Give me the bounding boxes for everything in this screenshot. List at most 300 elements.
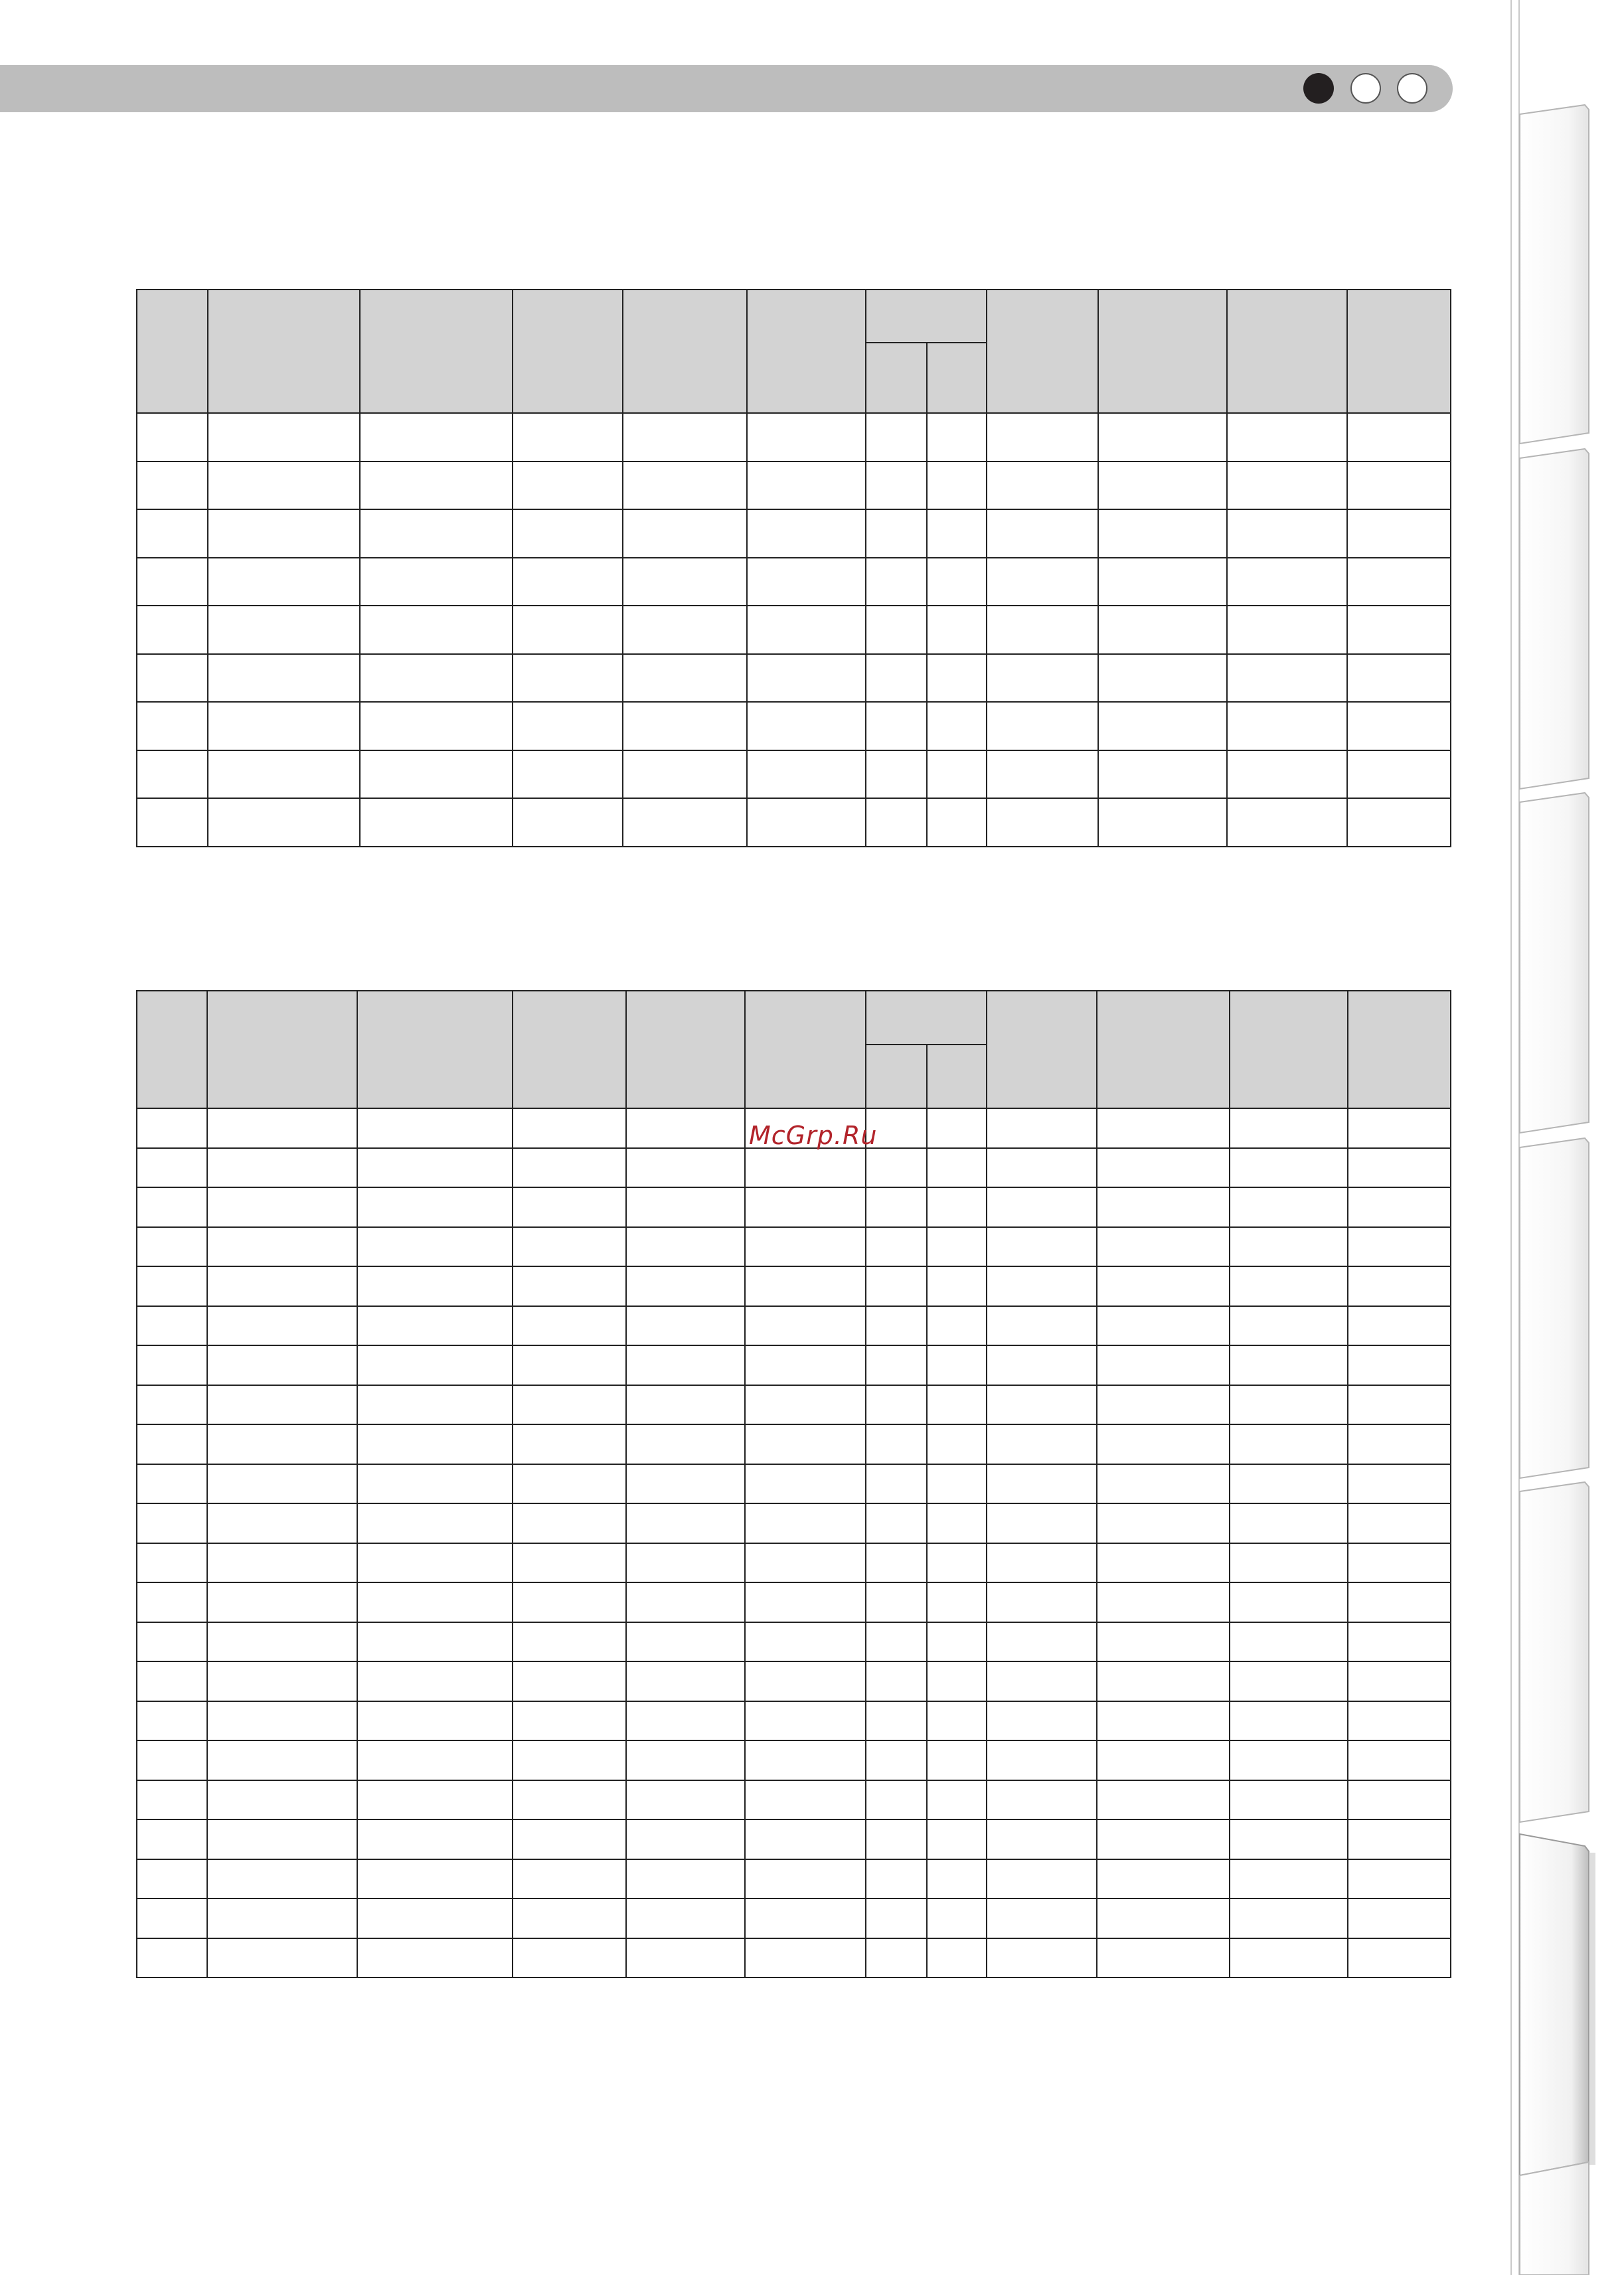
table-cell <box>866 1306 927 1346</box>
page-dot-empty-icon <box>1397 73 1427 104</box>
table-cell <box>1097 1819 1230 1859</box>
table-cell <box>1347 654 1451 703</box>
table-cell <box>626 1938 745 1978</box>
table-cell <box>1227 558 1347 606</box>
table-cell <box>1348 1424 1451 1464</box>
table-cell <box>513 1108 626 1148</box>
page-dot-filled-icon <box>1303 73 1334 104</box>
table-cell <box>1348 1582 1451 1622</box>
table-cell <box>207 1661 357 1701</box>
table-cell <box>987 654 1098 703</box>
table-cell <box>513 1148 626 1188</box>
table-cell <box>1230 1622 1348 1662</box>
table-cell <box>1230 1424 1348 1464</box>
table-cell <box>137 1622 207 1662</box>
header-cell <box>623 290 747 413</box>
table-cell <box>866 1819 927 1859</box>
table-cell <box>1348 1503 1451 1543</box>
table-cell <box>866 1859 927 1899</box>
table-cell <box>357 1622 513 1662</box>
table-cell <box>1347 606 1451 654</box>
header-cell <box>207 991 357 1108</box>
table-cell <box>513 462 623 510</box>
table-cell <box>866 1582 927 1622</box>
table-cell <box>745 1780 866 1820</box>
table-cell <box>513 1622 626 1662</box>
header-cell <box>513 290 623 413</box>
table-cell <box>1097 1582 1230 1622</box>
table-cell <box>1230 1938 1348 1978</box>
table-cell <box>927 1266 987 1306</box>
table-cell <box>137 1385 207 1425</box>
table-cell <box>1227 798 1347 847</box>
table-cell <box>513 1187 626 1227</box>
table-cell <box>513 1740 626 1780</box>
table-cell <box>1098 509 1227 558</box>
table-cell <box>1347 462 1451 510</box>
table-row <box>137 1424 1451 1464</box>
table-cell <box>357 1148 513 1188</box>
table-cell <box>747 750 866 799</box>
table-row <box>137 1266 1451 1306</box>
table-cell <box>360 606 513 654</box>
table-cell <box>1227 413 1347 462</box>
table-cell <box>987 1503 1097 1543</box>
side-tab-strip <box>1510 0 1624 2275</box>
table-cell <box>137 1424 207 1464</box>
table-cell <box>866 1424 927 1464</box>
table-cell <box>207 1187 357 1227</box>
table-cell <box>745 1582 866 1622</box>
table-cell <box>1227 750 1347 799</box>
table-cell <box>626 1148 745 1188</box>
table-cell <box>626 1780 745 1820</box>
table-cell <box>137 1898 207 1938</box>
table-cell <box>866 1938 927 1978</box>
table-cell <box>987 1543 1097 1583</box>
table-cell <box>927 1938 987 1978</box>
table-cell <box>626 1740 745 1780</box>
header-subcell <box>866 343 927 413</box>
table-cell <box>747 558 866 606</box>
table-cell <box>927 1464 987 1504</box>
table-cell <box>360 702 513 750</box>
table-cell <box>513 1266 626 1306</box>
table-cell <box>357 1938 513 1978</box>
table-cell <box>745 1898 866 1938</box>
table-cell <box>623 509 747 558</box>
header-cell <box>1098 290 1227 413</box>
table-cell <box>1230 1187 1348 1227</box>
table-cell <box>626 1898 745 1938</box>
header-group-cell <box>866 290 987 343</box>
table-cell <box>1098 558 1227 606</box>
table-cell <box>513 1859 626 1899</box>
spec-table-top <box>136 289 1451 847</box>
table-cell <box>137 1582 207 1622</box>
table-cell <box>987 1187 1097 1227</box>
table-cell <box>626 1819 745 1859</box>
table-cell <box>1230 1582 1348 1622</box>
table-cell <box>1347 413 1451 462</box>
table-cell <box>1098 413 1227 462</box>
table-cell <box>1097 1266 1230 1306</box>
table-cell <box>1097 1306 1230 1346</box>
table-cell <box>987 750 1098 799</box>
table-cell <box>745 1464 866 1504</box>
table-cell <box>1097 1464 1230 1504</box>
table-cell <box>1097 1148 1230 1188</box>
table-cell <box>987 509 1098 558</box>
table-cell <box>137 606 208 654</box>
table-cell <box>360 413 513 462</box>
table-cell <box>513 1780 626 1820</box>
table-cell <box>207 1543 357 1583</box>
table-cell <box>626 1187 745 1227</box>
table-cell <box>866 413 927 462</box>
table-cell <box>626 1582 745 1622</box>
table-cell <box>866 798 927 847</box>
table-cell <box>927 1780 987 1820</box>
header-subcell <box>927 1045 987 1108</box>
table-cell <box>866 1622 927 1662</box>
header-cell <box>1097 991 1230 1108</box>
table-cell <box>1227 606 1347 654</box>
header-subcell <box>927 343 987 413</box>
table-cell <box>745 1266 866 1306</box>
header-subcell <box>866 1045 927 1108</box>
table-cell <box>1230 1306 1348 1346</box>
table-cell <box>1348 1938 1451 1978</box>
table-cell <box>137 1740 207 1780</box>
table-cell <box>1230 1464 1348 1504</box>
table-cell <box>1348 1148 1451 1188</box>
table-cell <box>1230 1503 1348 1543</box>
table-cell <box>137 1266 207 1306</box>
table-cell <box>927 1424 987 1464</box>
table-cell <box>137 702 208 750</box>
table-cell <box>745 1424 866 1464</box>
table-cell <box>208 750 360 799</box>
table-cell <box>513 1385 626 1425</box>
table-cell <box>987 1148 1097 1188</box>
table-cell <box>1097 1503 1230 1543</box>
table-cell <box>987 462 1098 510</box>
table-cell <box>207 1464 357 1504</box>
table-cell <box>357 1227 513 1267</box>
table-cell <box>1097 1622 1230 1662</box>
table-cell <box>357 1464 513 1504</box>
table-cell <box>1097 1938 1230 1978</box>
header-cell <box>137 991 207 1108</box>
table-cell <box>1347 702 1451 750</box>
table-cell <box>513 750 623 799</box>
table-cell <box>1227 509 1347 558</box>
table-cell <box>1098 798 1227 847</box>
table-cell <box>1348 1701 1451 1741</box>
table-cell <box>1230 1780 1348 1820</box>
table-cell <box>626 1543 745 1583</box>
table-cell <box>1098 750 1227 799</box>
header-cell <box>513 991 626 1108</box>
table-cell <box>357 1780 513 1820</box>
table-cell <box>927 606 987 654</box>
table-cell <box>137 1108 207 1148</box>
table-cell <box>207 1345 357 1385</box>
table-cell <box>987 1227 1097 1267</box>
table-cell <box>513 1661 626 1701</box>
table-row <box>137 750 1451 799</box>
table-cell <box>513 1227 626 1267</box>
table-cell <box>1348 1385 1451 1425</box>
side-tabs-graphic <box>1510 0 1624 2275</box>
table-cell <box>987 1108 1097 1148</box>
header-cell <box>1348 991 1451 1108</box>
table-cell <box>207 1859 357 1899</box>
table-cell <box>208 462 360 510</box>
table-row <box>137 1661 1451 1701</box>
table-row <box>137 1622 1451 1662</box>
table-cell <box>745 1819 866 1859</box>
table-cell <box>1348 1740 1451 1780</box>
table-cell <box>927 1385 987 1425</box>
table-cell <box>1098 702 1227 750</box>
table-cell <box>745 1227 866 1267</box>
table-cell <box>513 1819 626 1859</box>
table-cell <box>745 1701 866 1741</box>
table-cell <box>1230 1661 1348 1701</box>
table-cell <box>987 606 1098 654</box>
table-cell <box>987 1740 1097 1780</box>
table-cell <box>137 1227 207 1267</box>
table-cell <box>623 702 747 750</box>
table-cell <box>513 798 623 847</box>
table-cell <box>357 1859 513 1899</box>
table-row <box>137 1345 1451 1385</box>
table-cell <box>927 462 987 510</box>
table-cell <box>1348 1187 1451 1227</box>
table-cell <box>208 413 360 462</box>
header-cell <box>1227 290 1347 413</box>
table-cell <box>207 1622 357 1662</box>
table-cell <box>208 654 360 703</box>
table-cell <box>357 1108 513 1148</box>
table-cell <box>513 1424 626 1464</box>
table-row <box>137 1819 1451 1859</box>
table-cell <box>207 1819 357 1859</box>
table-cell <box>745 1345 866 1385</box>
table-cell <box>866 654 927 703</box>
table-cell <box>137 413 208 462</box>
table-cell <box>357 1543 513 1583</box>
table-cell <box>207 1780 357 1820</box>
table-cell <box>927 702 987 750</box>
table-cell <box>745 1187 866 1227</box>
table-cell <box>927 413 987 462</box>
table-cell <box>987 1938 1097 1978</box>
table-cell <box>866 702 927 750</box>
table-cell <box>360 558 513 606</box>
table-cell <box>1097 1345 1230 1385</box>
table-cell <box>1230 1266 1348 1306</box>
table-cell <box>745 1622 866 1662</box>
table-cell <box>1230 1701 1348 1741</box>
table-cell <box>623 413 747 462</box>
table-cell <box>987 413 1098 462</box>
header-cell <box>626 991 745 1108</box>
table-cell <box>357 1661 513 1701</box>
table-cell <box>208 702 360 750</box>
table-cell <box>1097 1187 1230 1227</box>
table-cell <box>623 654 747 703</box>
table-cell <box>1230 1385 1348 1425</box>
table-cell <box>866 750 927 799</box>
table-cell <box>1348 1661 1451 1701</box>
table-cell <box>987 702 1098 750</box>
table-cell <box>866 1503 927 1543</box>
table-cell <box>1227 702 1347 750</box>
side-tab <box>1520 793 1589 1133</box>
table-cell <box>866 1187 927 1227</box>
table-cell <box>1347 750 1451 799</box>
watermark-text: McGrp.Ru <box>749 1121 878 1150</box>
table-cell <box>1348 1780 1451 1820</box>
table-cell <box>513 702 623 750</box>
table-cell <box>866 1740 927 1780</box>
table-cell <box>1227 654 1347 703</box>
table-cell <box>927 798 987 847</box>
table-cell <box>745 1148 866 1188</box>
table-row <box>137 606 1451 654</box>
table-row <box>137 798 1451 847</box>
table-row <box>137 1859 1451 1899</box>
table-cell <box>866 1148 927 1188</box>
table-cell <box>987 1622 1097 1662</box>
table-cell <box>1230 1819 1348 1859</box>
table-cell <box>1348 1345 1451 1385</box>
table-cell <box>626 1266 745 1306</box>
table-cell <box>1348 1227 1451 1267</box>
table-cell <box>626 1227 745 1267</box>
table-cell <box>927 1187 987 1227</box>
table-cell <box>987 1819 1097 1859</box>
table-cell <box>513 1464 626 1504</box>
table-cell <box>1097 1108 1230 1148</box>
table-cell <box>866 1385 927 1425</box>
table-row <box>137 1701 1451 1741</box>
table-cell <box>1098 654 1227 703</box>
table-cell <box>207 1148 357 1188</box>
table-cell <box>137 1780 207 1820</box>
table-cell <box>207 1385 357 1425</box>
table-row <box>137 654 1451 703</box>
table-cell <box>1097 1385 1230 1425</box>
table-cell <box>360 750 513 799</box>
table-cell <box>987 1780 1097 1820</box>
header-cell <box>360 290 513 413</box>
table-cell <box>513 509 623 558</box>
table-cell <box>745 1859 866 1899</box>
table-cell <box>927 1859 987 1899</box>
table-cell <box>866 1266 927 1306</box>
table-cell <box>137 1187 207 1227</box>
table-cell <box>987 1424 1097 1464</box>
table-cell <box>747 413 866 462</box>
table-cell <box>927 654 987 703</box>
table-cell <box>137 1859 207 1899</box>
table-cell <box>137 1306 207 1346</box>
header-bar <box>0 65 1453 112</box>
table-cell <box>626 1424 745 1464</box>
table-cell <box>866 1701 927 1741</box>
table-cell <box>626 1701 745 1741</box>
table-cell <box>987 1661 1097 1701</box>
table-cell <box>1348 1306 1451 1346</box>
table-cell <box>1097 1543 1230 1583</box>
table-cell <box>747 798 866 847</box>
table-cell <box>137 462 208 510</box>
table-cell <box>137 1701 207 1741</box>
table-cell <box>866 1464 927 1504</box>
table-cell <box>747 654 866 703</box>
table-cell <box>1348 1266 1451 1306</box>
table-cell <box>927 1543 987 1583</box>
table-cell <box>745 1661 866 1701</box>
table-cell <box>1230 1898 1348 1938</box>
table-cell <box>513 1582 626 1622</box>
table-cell <box>927 1148 987 1188</box>
table-row <box>137 1503 1451 1543</box>
table-cell <box>927 1345 987 1385</box>
table-cell <box>137 1819 207 1859</box>
table-cell <box>623 558 747 606</box>
table-cell <box>360 798 513 847</box>
table-cell <box>626 1108 745 1148</box>
side-tab <box>1520 2162 1589 2275</box>
table-cell <box>207 1898 357 1938</box>
table-cell <box>745 1938 866 1978</box>
header-cell <box>1230 991 1348 1108</box>
table-cell <box>1347 509 1451 558</box>
table-cell <box>360 462 513 510</box>
table-cell <box>513 1503 626 1543</box>
table-cell <box>1348 1543 1451 1583</box>
table-cell <box>207 1701 357 1741</box>
table-cell <box>360 654 513 703</box>
table-row <box>137 413 1451 462</box>
table-cell <box>1097 1859 1230 1899</box>
table-cell <box>626 1503 745 1543</box>
header-cell <box>745 991 866 1108</box>
table-cell <box>623 606 747 654</box>
table-cell <box>513 413 623 462</box>
table-cell <box>137 1938 207 1978</box>
table-cell <box>1098 606 1227 654</box>
table-cell <box>626 1464 745 1504</box>
table-cell <box>927 1898 987 1938</box>
table-cell <box>357 1819 513 1859</box>
table-cell <box>207 1740 357 1780</box>
table-cell <box>866 606 927 654</box>
table-cell <box>866 1780 927 1820</box>
table-cell <box>207 1227 357 1267</box>
table-row <box>137 1898 1451 1938</box>
table-cell <box>137 1148 207 1188</box>
table-cell <box>1230 1859 1348 1899</box>
table-cell <box>987 1859 1097 1899</box>
table-cell <box>927 1661 987 1701</box>
table-cell <box>623 750 747 799</box>
